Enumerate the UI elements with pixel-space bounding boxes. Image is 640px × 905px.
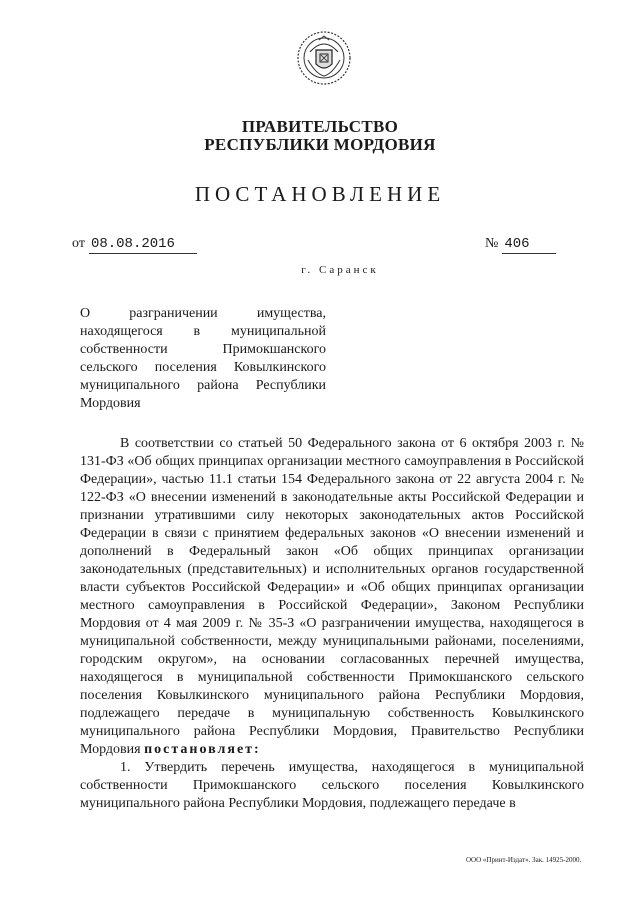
body-paragraph	[80, 435, 584, 759]
number-value: 406	[502, 235, 555, 254]
preamble-text: В соответствии со статьей 50 Федерального закона от 6 октября 2003 г. № 131-ФЗ «Об общих принципах организации местного самоуправления в Российской Федерации», частью 11.1 статьи 154 Федерального закона от 22 августа 2004 г. № 122-ФЗ «О внесении изменений в законодательные акты Российской Федерации и признании утратившими силу некоторых законодательных актов Российской Федерации в связи с принятием федеральных законов «О внесении изменений и дополнений в Федеральный закон «Об общих принципах организации законодательных (представительных) и исполнительных органов государственной власти субъектов Российской Федерации» и «Об общих принципах организации местного самоуправления в Российской Федерации», Законом Республики Мордовия от 4 мая 2009 г. № 35-З «О разграничении имущества, находящегося в муниципальной собственности, между муниципальными районами, поселениями, городским округом», на основании согласованных перечней имущества, находящегося в муниципальной собственности Примокшанского сельского поселения Ковылкинского муниципального района Республики Мордовия, подлежащего передаче в муниципальную собственность Ковылкинского муниципального района Республики Мордовия, Правительство Республики Мордовия	[80, 436, 584, 757]
date-label: от	[72, 236, 85, 251]
document-body	[80, 435, 584, 813]
government-title-line1: ПРАВИТЕЛЬСТВО	[241, 117, 399, 136]
document-subject: О разграничении имущества, находящегося в муниципальной собственности Примокшанского сельского поселения Ковылкинского муниципального района Республики Мордовия	[80, 306, 326, 411]
number-label: №	[485, 236, 499, 251]
document-type-title: ПОСТАНОВЛЕНИЕ	[194, 182, 446, 206]
government-title-line2: РЕСПУБЛИКИ МОРДОВИЯ	[204, 135, 436, 154]
city-label: г. Саранск	[301, 264, 379, 276]
date-value: 08.08.2016	[89, 235, 197, 254]
date-line	[72, 235, 197, 254]
number-line	[485, 235, 556, 254]
printing-note: ООО «Принт-Издат». Зак. 14925-2000.	[466, 856, 582, 864]
coat-of-arms-icon	[296, 30, 352, 86]
resolves-keyword: постановляет:	[144, 742, 261, 757]
body-paragraph: 1. Утвердить перечень имущества, находящегося в муниципальной собственности Примокшанского сельского поселения Ковылкинского муниципального района Республики Мордовия, подлежащего передаче в	[80, 760, 584, 811]
